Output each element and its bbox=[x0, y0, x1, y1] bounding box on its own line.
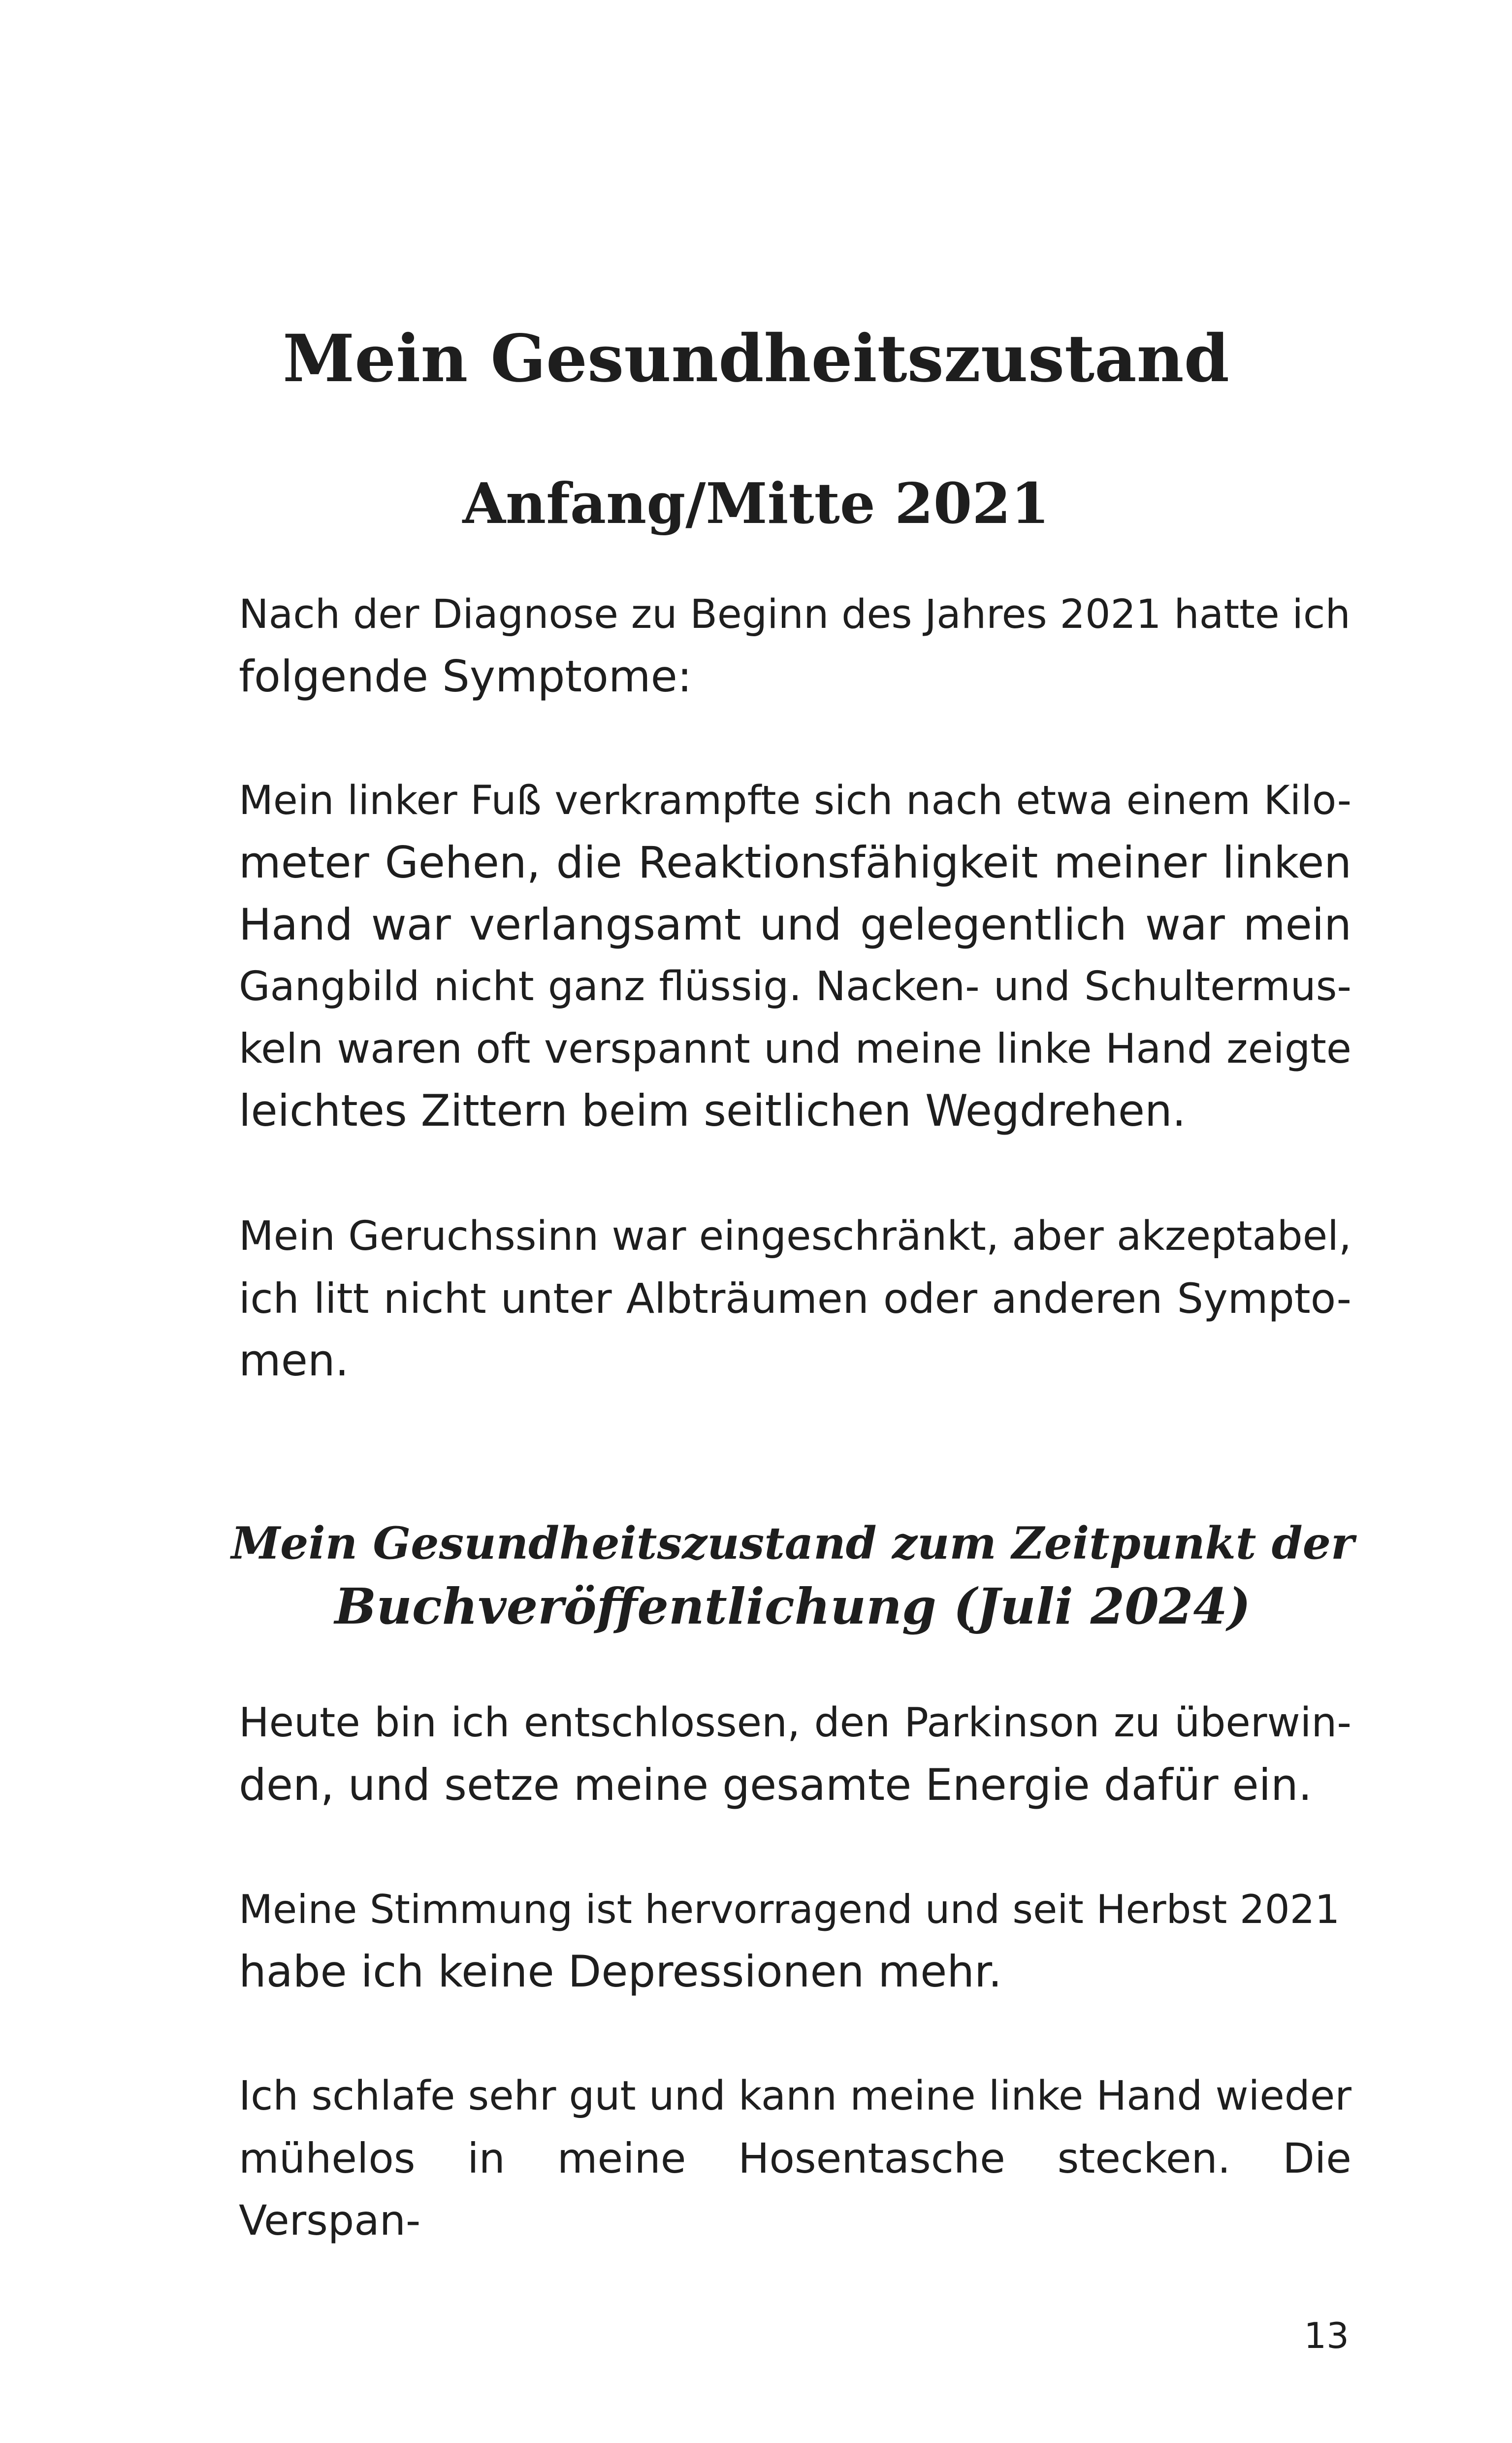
text-line: Meine Stimmung ist hervorragend und seit Herbst 2021 bbox=[239, 1887, 1340, 1932]
paragraph-mood bbox=[239, 1879, 1351, 2003]
paragraph-determination bbox=[239, 1692, 1351, 1816]
text-line: Gangbild nicht ganz flüssig. Nacken- und Schultermus- bbox=[239, 963, 1351, 1010]
paragraph-sleep bbox=[239, 2065, 1351, 2251]
page-number: 13 bbox=[1304, 2315, 1349, 2356]
paragraph-smell bbox=[239, 1205, 1351, 1392]
text-line: ich litt nicht unter Albträumen oder anderen Sympto- bbox=[239, 1274, 1351, 1323]
paragraph-diagnosis bbox=[239, 584, 1351, 708]
text-line: leichtes Zittern beim seitlichen Wegdrehen. bbox=[239, 1085, 1186, 1136]
section-title-2024 bbox=[226, 1512, 1359, 1638]
chapter-title: Mein Gesundheitszustand bbox=[283, 321, 1229, 397]
text-line: Ich schlafe sehr gut und kann meine linke Hand wieder bbox=[239, 2073, 1351, 2119]
section-title-line: Buchveröffentlichung (Juli 2024) bbox=[334, 1577, 1251, 1635]
text-line: Mein Geruchssinn war eingeschränkt, aber akzeptabel, bbox=[239, 1213, 1351, 1260]
text-line: folgende Symptome: bbox=[239, 651, 692, 702]
paragraph-symptoms bbox=[239, 770, 1351, 1142]
section-title-line: Mein Gesundheitszustand zum Zeitpunkt der bbox=[231, 1517, 1354, 1569]
text-line: meter Gehen, die Reaktionsfähigkeit meiner linken bbox=[239, 837, 1351, 888]
text-line: Hand war verlangsamt und gelegentlich war mein bbox=[239, 899, 1351, 950]
text-line: Heute bin ich entschlossen, den Parkinson zu überwin- bbox=[239, 1699, 1351, 1746]
text-line: men. bbox=[239, 1335, 349, 1386]
text-line: habe ich keine Depressionen mehr. bbox=[239, 1946, 1002, 1997]
chapter-subtitle: Anfang/Mitte 2021 bbox=[462, 471, 1050, 536]
text-line: den, und setze meine gesamte Energie dafür ein. bbox=[239, 1759, 1312, 1810]
text-line: Mein linker Fuß verkrampfte sich nach etwa einem Kilo- bbox=[239, 778, 1351, 824]
text-line: mühelos in meine Hosentasche stecken. Die Verspan- bbox=[239, 2134, 1351, 2245]
text-line: Nach der Diagnose zu Beginn des Jahres 2021 hatte ich bbox=[239, 591, 1351, 638]
text-line: keln waren oft verspannt und meine linke Hand zeigte bbox=[239, 1025, 1351, 1073]
